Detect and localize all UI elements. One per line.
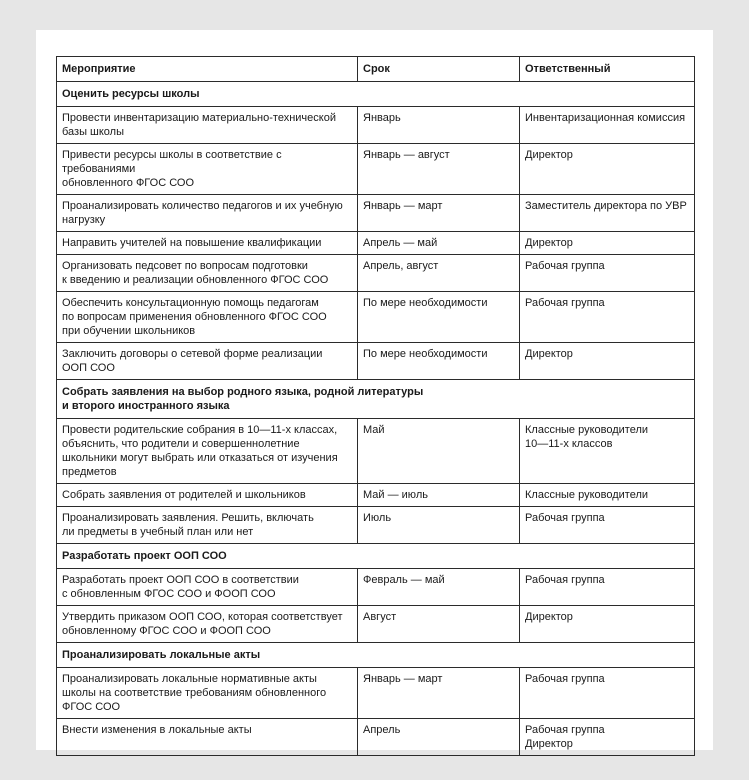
event-cell: Направить учителей на повышение квалификации [57, 232, 358, 255]
table-row [57, 144, 695, 195]
responsible-cell: Рабочая группа [520, 569, 695, 606]
table-row [57, 507, 695, 544]
responsible-cell: Рабочая группа [520, 668, 695, 719]
table-row [57, 419, 695, 484]
event-cell: Проанализировать количество педагогов и их учебную нагрузку [57, 195, 358, 232]
section-title: Оценить ресурсы школы [57, 82, 695, 107]
term-cell: По мере необходимости [358, 292, 520, 343]
event-cell: Организовать педсовет по вопросам подготовки к введению и реализации обновленного ФГОС СОО [57, 255, 358, 292]
header-responsible: Ответственный [520, 57, 695, 82]
section-title: Разработать проект ООП СОО [57, 544, 695, 569]
table-header [57, 57, 695, 82]
responsible-cell: Рабочая группа [520, 255, 695, 292]
responsible-cell: Классные руководители 10—11-х классов [520, 419, 695, 484]
event-cell: Обеспечить консультационную помощь педагогам по вопросам применения обновленного ФГОС СОО при обучении школьников [57, 292, 358, 343]
responsible-cell: Директор [520, 232, 695, 255]
responsible-cell: Рабочая группа Директор [520, 719, 695, 756]
responsible-cell: Инвентаризационная комиссия [520, 107, 695, 144]
responsible-cell: Заместитель директора по УВР [520, 195, 695, 232]
term-cell: По мере необходимости [358, 343, 520, 380]
responsible-cell: Рабочая группа [520, 507, 695, 544]
event-cell: Привести ресурсы школы в соответствие с требованиями обновленного ФГОС СОО [57, 144, 358, 195]
responsible-cell: Классные руководители [520, 484, 695, 507]
event-cell: Проанализировать заявления. Решить, включать ли предметы в учебный план или нет [57, 507, 358, 544]
responsible-cell: Директор [520, 144, 695, 195]
term-cell: Апрель [358, 719, 520, 756]
table-row [57, 195, 695, 232]
term-cell: Январь [358, 107, 520, 144]
term-cell: Январь — март [358, 195, 520, 232]
term-cell: Январь — август [358, 144, 520, 195]
term-cell: Август [358, 606, 520, 643]
event-cell: Провести родительские собрания в 10—11-х классах, объяснить, что родители и совершеннолетние школьники могут выбрать или отказаться от изучения предметов [57, 419, 358, 484]
table-row [57, 719, 695, 756]
section-row [57, 643, 695, 668]
plan-table [56, 56, 695, 756]
event-cell: Разработать проект ООП СОО в соответствии с обновленным ФГОС СОО и ФООП СОО [57, 569, 358, 606]
table-row [57, 484, 695, 507]
event-cell: Проанализировать локальные нормативные акты школы на соответствие требованиям обновленного ФГОС СОО [57, 668, 358, 719]
table-row [57, 255, 695, 292]
term-cell: Апрель — май [358, 232, 520, 255]
event-cell: Внести изменения в локальные акты [57, 719, 358, 756]
document-page [36, 30, 713, 750]
term-cell: Февраль — май [358, 569, 520, 606]
responsible-cell: Директор [520, 343, 695, 380]
section-row [57, 544, 695, 569]
term-cell: Май — июль [358, 484, 520, 507]
table-row [57, 668, 695, 719]
event-cell: Провести инвентаризацию материально-технической базы школы [57, 107, 358, 144]
table-row [57, 569, 695, 606]
header-term: Срок [358, 57, 520, 82]
section-title: Собрать заявления на выбор родного языка, родной литературы и второго иностранного языка [57, 380, 695, 419]
event-cell: Заключить договоры о сетевой форме реализации ООП СОО [57, 343, 358, 380]
table-row [57, 292, 695, 343]
term-cell: Июль [358, 507, 520, 544]
term-cell: Апрель, август [358, 255, 520, 292]
responsible-cell: Рабочая группа [520, 292, 695, 343]
section-title: Проанализировать локальные акты [57, 643, 695, 668]
table-row [57, 107, 695, 144]
section-row [57, 82, 695, 107]
header-row [57, 57, 695, 82]
section-row [57, 380, 695, 419]
event-cell: Собрать заявления от родителей и школьников [57, 484, 358, 507]
term-cell: Май [358, 419, 520, 484]
table-row [57, 232, 695, 255]
header-event: Мероприятие [57, 57, 358, 82]
responsible-cell: Директор [520, 606, 695, 643]
event-cell: Утвердить приказом ООП СОО, которая соответствует обновленному ФГОС СОО и ФООП СОО [57, 606, 358, 643]
table-row [57, 606, 695, 643]
table-body [57, 82, 695, 756]
table-row [57, 343, 695, 380]
term-cell: Январь — март [358, 668, 520, 719]
